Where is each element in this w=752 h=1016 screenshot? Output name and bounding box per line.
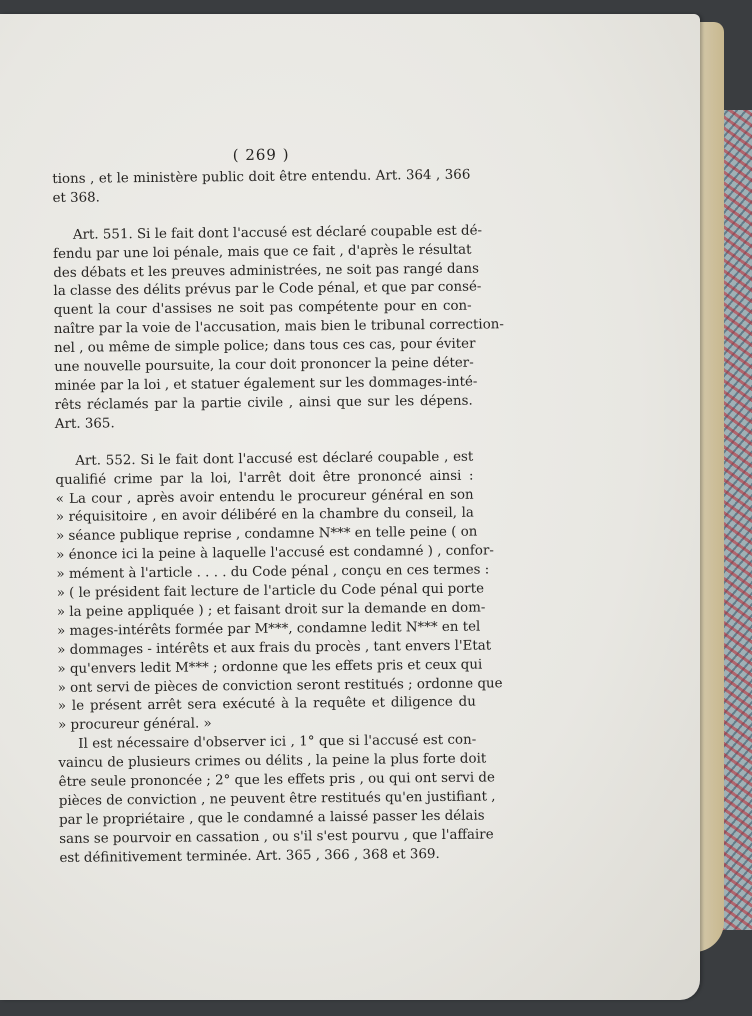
text-lines — [52, 167, 504, 869]
text-line: tions , et le ministère public doit être entendu. Art. 364 , 366 — [52, 167, 471, 187]
text-line: et 368. — [52, 190, 100, 206]
text-line: quent la cour d'assises ne soit pas compétente pour en con- — [53, 298, 472, 319]
text-line: des débats et les preuves administrées, ne soit pas rangé dans — [53, 261, 480, 281]
text-line: nel , ou même de simple police; dans tous ces cas, pour éviter — [54, 336, 476, 357]
text-line: Art. 552. Si le fait dont l'accusé est déclaré coupable , est — [75, 449, 474, 469]
text-line: » réquisitoire , en avoir délibéré en la chambre du conseil, la — [55, 506, 474, 526]
text-line: » procureur général. » — [57, 716, 212, 734]
text-line: une nouvelle poursuite, la cour doit prononcer la peine déter- — [54, 355, 474, 376]
text-line: » dommages - intérêts et aux frais du procès , tant envers l'Etat — [57, 638, 492, 658]
text-line: Art. 551. Si le fait dont l'accusé est déclaré coupable est dé- — [72, 223, 483, 243]
text-line: » énonce ici la peine à laquelle l'accusé est condamné ) , confor- — [56, 543, 494, 564]
text-line: pièces de conviction , ne peuvent être restitués qu'en justifiant , — [58, 789, 496, 809]
text-line: vaincu de plusieurs crimes ou délits , la peine la plus forte doit — [58, 751, 487, 772]
text-line: la classe des délits prévus par le Code pénal, et que par consé- — [53, 279, 482, 300]
page-text-block — [52, 144, 504, 869]
text-line: » ont servi de pièces de conviction seront restitués ; ordonne que — [57, 675, 503, 696]
text-line: » séance publique reprise , condamne N*** en telle peine ( on — [55, 524, 478, 545]
text-line: » le présent arrêt sera exécuté à la requête et diligence du — [57, 695, 476, 715]
text-line: Art. 365. — [54, 416, 115, 432]
text-line: » qu'envers ledit M*** ; ordonne que les effets pris et ceux qui — [57, 657, 483, 677]
text-line: être seule prononcée ; 2° que les effets pris , ou qui ont servi de — [58, 770, 495, 791]
text-line: » la peine appliquée ) ; et faisant droit sur la demande en dom- — [56, 600, 486, 620]
text-line: naître par la voie de l'accusation, mais bien le tribunal correction- — [53, 317, 504, 338]
text-line: qualifié crime par la loi, l'arrêt doit être prononcé ainsi : — [55, 468, 474, 488]
text-line: sans se pourvoir en cassation , ou s'il s'est pourvu , que l'affaire — [59, 827, 494, 847]
text-line: fendu par une loi pénale, mais que ce fait , d'après le résultat — [53, 242, 472, 262]
text-line: est définitivement terminée. Art. 365 , 366 , 368 et 369. — [59, 846, 440, 866]
text-line: » ( le président fait lecture de l'article du Code pénal qui porte — [56, 581, 485, 602]
text-line: minée par la loi , et statuer également sur les dommages-inté- — [54, 374, 478, 394]
text-line: « La cour , après avoir entendu le procureur général en son — [55, 487, 474, 507]
text-line: » mages-intérêts formée par M***, condamne ledit N*** en tel — [56, 619, 481, 639]
text-line: par le propriétaire , que le condamné a laissé passer les délais — [58, 808, 485, 828]
page-number: ( 269 ) — [232, 145, 290, 165]
text-line: rêts réclamés par la partie civile , ainsi que sur les dépens. — [54, 393, 473, 413]
text-line: Il est nécessaire d'observer ici , 1° que si l'accusé est con- — [78, 732, 477, 753]
text-line: » mément à l'article . . . . du Code pénal , conçu en ces termes : — [56, 562, 490, 583]
